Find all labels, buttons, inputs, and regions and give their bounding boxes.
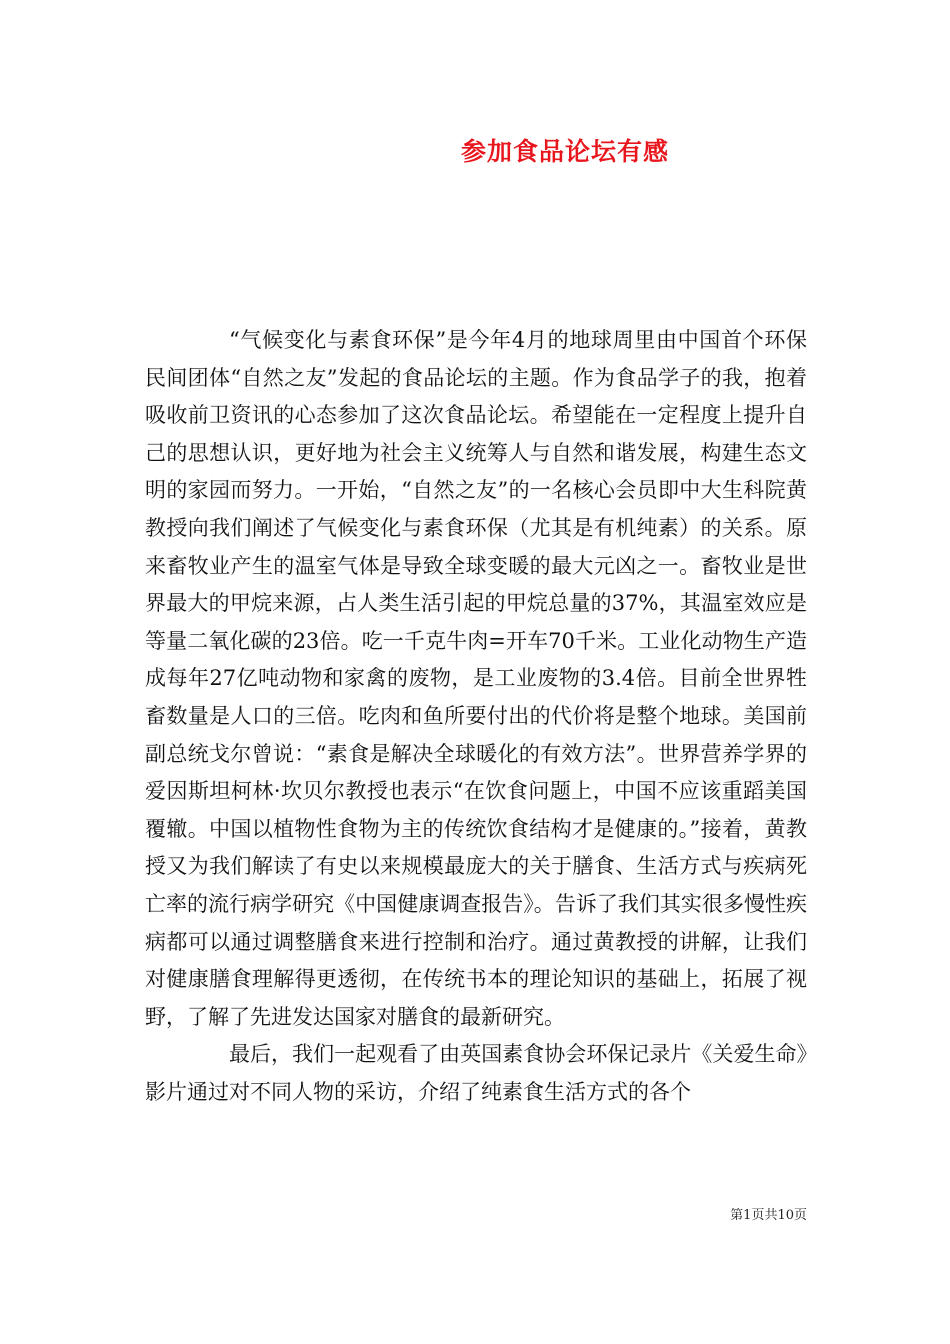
paragraph-2: 最后，我们一起观看了由英国素食协会环保记录片《关爱生命》影片通过对不同人物的采访，介绍了纯素食生活方式的各个 <box>145 1042 807 1104</box>
document-title: 参加食品论坛有感 <box>460 137 669 166</box>
document-body <box>145 322 807 1111</box>
page-footer: 第1页共10页 <box>730 1208 807 1223</box>
paragraph-1: “气候变化与素食环保”是今年4月的地球周里由中国首个环保民间团体“自然之友”发起的食品论坛的主题。作为食品学子的我，抱着吸收前卫资讯的心态参加了这次食品论坛。希望能在一定程度上提升自己的思想认识，更好地为社会主义统筹人与自然和谐发展，构建生态文明的家园而努力。一开始，“自然之友”的一名核心会员即中大生科院黄教授向我们阐述了气候变化与素食环保（尤其是有机纯素）的关系。原来畜牧业产生的温室气体是导致全球变暖的最大元凶之一。畜牧业是世界最大的甲烷来源，占人类生活引起的甲烷总量的37%，其温室效应是等量二氧化碳的23倍。吃一千克牛肉=开车70千米。工业化动物生产造成每年27亿吨动物和家禽的废物，是工业废物的3.4倍。目前全世界牲畜数量是人口的三倍。吃肉和鱼所要付出的代价将是整个地球。美国前副总统戈尔曾说：“素食是解决全球暖化的有效方法”。世界营养学界的爱因斯坦柯林·坎贝尔教授也表示“在饮食问题上，中国不应该重蹈美国覆辙。中国以植物性食物为主的传统饮食结构才是健康的。”接着，黄教授又为我们解读了有史以来规模最庞大的关于膳食、生活方式与疾病死亡率的流行病学研究《中国健康调查报告》。告诉了我们其实很多慢性疾病都可以通过调整膳食来进行控制和治疗。通过黄教授的讲解，让我们对健康膳食理解得更透彻，在传统书本的理论知识的基础上，拓展了视野，了解了先进发达国家对膳食的最新研究。 <box>145 328 807 1029</box>
